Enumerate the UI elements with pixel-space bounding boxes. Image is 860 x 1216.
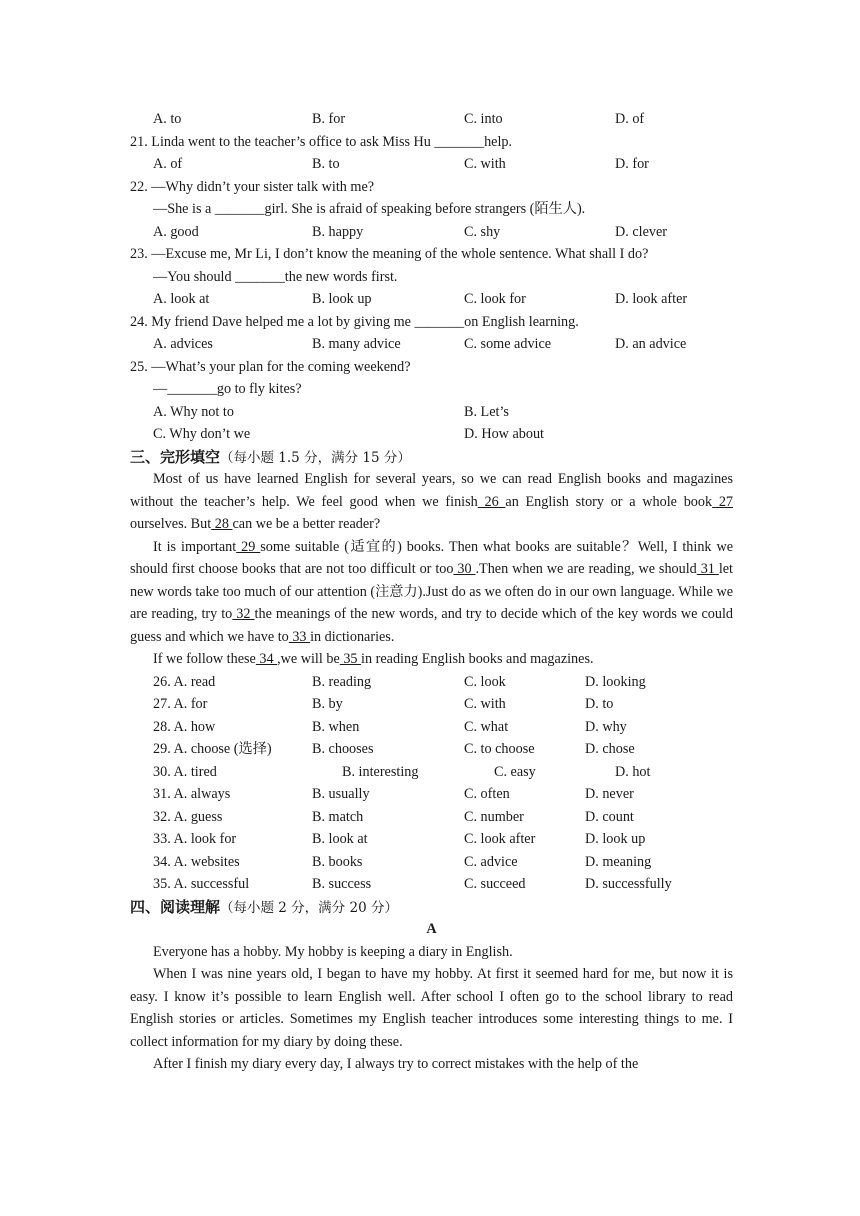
option-a: 32. A. guess	[153, 808, 223, 825]
cloze-option-row	[130, 851, 733, 874]
option-d: D. chose	[585, 741, 635, 757]
option-d: D. meaning	[585, 853, 652, 870]
option-b: B. by	[312, 696, 343, 712]
option-d: D. an advice	[615, 336, 687, 352]
option-a: 30. A. tired	[153, 763, 217, 780]
section-title: 四、阅读理解	[130, 897, 221, 916]
option-c: C. number	[464, 808, 524, 825]
section-3-heading	[130, 446, 733, 469]
option-b: B. many advice	[312, 336, 401, 352]
reading-paragraph-1: Everyone has a hobby. My hobby is keeping a diary in English.	[153, 943, 513, 960]
blank-26: 26	[477, 493, 506, 510]
cloze-option-row	[130, 716, 733, 739]
option-a: 28. A. how	[153, 718, 216, 735]
blank-28: 28	[211, 516, 233, 532]
text: or too	[419, 561, 454, 577]
option-c: C. with	[464, 156, 506, 172]
option-d: D. count	[585, 808, 634, 825]
option-d: D. of	[615, 111, 645, 127]
text: in reading English books and magazines.	[361, 651, 594, 667]
option-b: B. look at	[312, 831, 368, 847]
text: let new words take too much of our attention (注意力).Just do as we often do in our own language. While we are reading, try to	[130, 561, 733, 622]
reading-passage-a	[130, 941, 733, 1076]
section-4-heading	[130, 896, 733, 919]
option-b: B. chooses	[312, 741, 374, 757]
cloze-option-row	[130, 761, 733, 784]
blank-34: 34	[255, 651, 278, 667]
cloze-option-row	[130, 806, 733, 829]
section-note: （每小题 2 分，满分 20 分）	[220, 899, 398, 916]
option-b: B. match	[312, 808, 364, 825]
option-b: B. for	[312, 111, 346, 127]
q23-options	[130, 288, 733, 311]
blank-33: 33	[288, 628, 311, 645]
text: It is important	[153, 538, 237, 555]
q20-options	[130, 108, 733, 131]
text: If we follow these	[153, 651, 256, 667]
cloze-paragraph-1	[130, 468, 733, 536]
option-d: D. look up	[585, 831, 646, 847]
option-d: D. successfully	[585, 876, 672, 892]
cloze-option-row	[130, 693, 733, 716]
q25-stem2: —_______go to fly kites?	[153, 381, 302, 397]
option-b: B. happy	[312, 223, 364, 240]
option-c: C. succeed	[464, 876, 526, 892]
option-d: D. never	[585, 786, 634, 802]
option-a: 26. A. read	[153, 673, 216, 690]
option-b: B. Let’s	[464, 403, 509, 420]
option-a: A. to	[153, 111, 182, 127]
blank-32: 32	[232, 606, 255, 622]
cloze-passage	[130, 468, 733, 671]
q25-options-cd	[130, 423, 733, 446]
option-c: C. with	[464, 696, 506, 712]
option-a: A. look at	[153, 291, 210, 307]
text: ourselves. But	[130, 516, 212, 532]
text: ,we will be	[277, 651, 340, 667]
option-c: C. Why don’t we	[153, 426, 251, 442]
option-c: C. some advice	[464, 336, 552, 352]
option-d: D. why	[585, 718, 627, 735]
section-note: （每小题 1.5 分，满分 15 分）	[220, 449, 411, 466]
option-b: B. usually	[312, 786, 370, 802]
q25-options-ab	[130, 401, 733, 424]
option-c: C. what	[464, 718, 509, 735]
text: can we be a better reader?	[232, 516, 381, 532]
option-a: 33. A. look for	[153, 831, 237, 847]
blank-27: 27	[712, 493, 733, 510]
q22-stem: 22. —Why didn’t your sister talk with me?	[130, 178, 375, 195]
option-b: B. reading	[312, 673, 372, 690]
option-d: D. How about	[464, 426, 544, 442]
option-a: 34. A. websites	[153, 853, 240, 870]
option-d: D. looking	[585, 673, 646, 690]
option-a: A. good	[153, 223, 199, 240]
option-c: C. look after	[464, 831, 536, 847]
option-a: 35. A. successful	[153, 876, 250, 892]
option-a: A. Why not to	[153, 403, 234, 420]
q22-options	[130, 221, 733, 244]
reading-paragraph-3: After I finish my diary every day, I always try to correct mistakes with the help of the	[153, 1056, 639, 1072]
q23-stem2: —You should _______the new words first.	[153, 268, 398, 285]
q24-stem: 24. My friend Dave helped me a lot by giving me _______on English learning.	[130, 313, 579, 330]
option-c: C. often	[464, 786, 510, 802]
option-c: C. advice	[464, 853, 518, 870]
option-a: 31. A. always	[153, 786, 231, 802]
section-title: 三、完形填空	[130, 447, 221, 466]
option-b: B. when	[312, 718, 360, 735]
text: in dictionaries.	[310, 628, 395, 645]
option-a: A. advices	[153, 336, 213, 352]
blank-29: 29	[236, 538, 261, 555]
q24-options	[130, 333, 733, 356]
q25-stem: 25. —What’s your plan for the coming weekend?	[130, 358, 411, 375]
cloze-option-row	[130, 873, 733, 896]
cloze-option-row	[130, 738, 733, 761]
option-c: C. look for	[464, 291, 526, 307]
q23-stem: 23. —Excuse me, Mr Li, I don’t know the meaning of the whole sentence. What shall I do?	[130, 246, 649, 262]
cloze-paragraph-2	[130, 536, 733, 649]
option-b: B. success	[312, 876, 372, 892]
blank-30: 30	[453, 561, 476, 577]
text: an English story or a whole book	[505, 493, 713, 510]
option-b: B. interesting	[342, 763, 419, 780]
exam-page	[130, 108, 733, 1076]
cloze-option-row	[130, 828, 733, 851]
cloze-option-row	[130, 671, 733, 694]
option-d: D. for	[615, 156, 649, 172]
option-d: D. to	[585, 696, 614, 712]
cloze-paragraph-3	[130, 648, 733, 671]
option-d: D. look after	[615, 291, 688, 307]
option-b: B. to	[312, 156, 340, 172]
option-b: B. look up	[312, 291, 372, 307]
reading-paragraph-2: When I was nine years old, I began to have my hobby. At first it seemed hard for me, but now it is easy. I know it’s possible to learn English well. After school I often go to the school library to read English stories or articles. Sometimes my English teacher introduces some interesting things to me. I collect information for my diary by doing these.	[130, 966, 733, 1050]
option-d: D. clever	[615, 223, 667, 240]
option-c: C. easy	[494, 763, 536, 780]
q21-options	[130, 153, 733, 176]
text: .Then when we are reading, we should	[475, 561, 697, 577]
blank-35: 35	[339, 651, 362, 667]
text: some suitable (适宜的) books. Then what books are suitable？Well, I think we should first choose books that are not too difficult	[130, 538, 733, 577]
passage-label: A	[426, 921, 437, 937]
option-c: C. shy	[464, 223, 501, 240]
q22-stem2: —She is a _______girl. She is afraid of speaking before strangers (陌生人).	[153, 201, 586, 217]
option-c: C. to choose	[464, 741, 535, 757]
blank-31: 31	[696, 561, 719, 577]
q21-stem: 21. Linda went to the teacher’s office to ask Miss Hu _______help.	[130, 133, 513, 150]
option-d: D. hot	[615, 763, 651, 780]
option-a: A. of	[153, 156, 183, 172]
text: Most of us have learned English for several years, so we can read English books and magazines without the teacher’s help. We feel good when we finish	[130, 471, 733, 510]
option-b: B. books	[312, 853, 363, 870]
text: the meanings of the new words, and try to decide which of the key words we could guess and which we have to	[130, 606, 734, 645]
option-a: 29. A. choose (选择)	[153, 741, 272, 757]
cloze-options	[130, 671, 733, 896]
option-c: C. look	[464, 673, 506, 690]
option-c: C. into	[464, 111, 503, 127]
cloze-option-row	[130, 783, 733, 806]
option-a: 27. A. for	[153, 696, 208, 712]
